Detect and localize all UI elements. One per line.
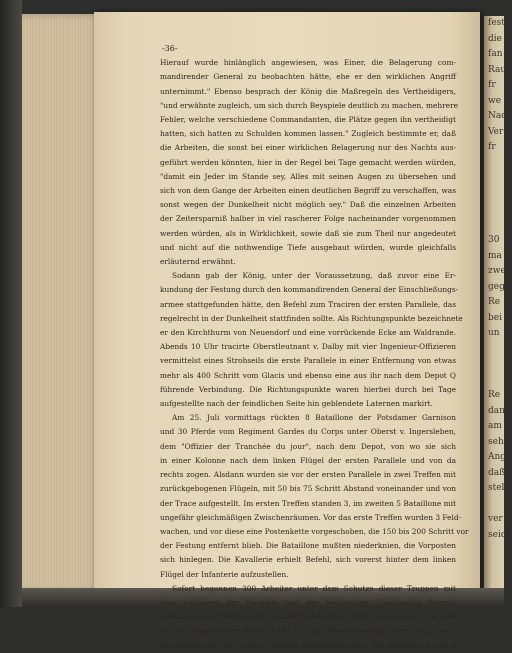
- book-spine: [0, 0, 22, 607]
- text-line: Abends 10 Uhr tracirte Oberstleutnant v. Dalby mit vier Ingenieur-Offizieren: [160, 342, 456, 352]
- text-line: führende Verbindung. Die Richtungspunkte waren hierbei durch bei Tage: [160, 384, 456, 394]
- text-line: ungefähr gleichmäßigen Zwischenräumen. Vor das erste Treffen wurden 3 Feld-: [160, 512, 462, 522]
- facing-page-fragment: [484, 202, 504, 218]
- text-line: Flügel der Infanterie aufzustellen.: [160, 569, 289, 579]
- text-line: die Arbeiten, die sonst bei einer wirklichen Belagerung nur des Nachts aus-: [160, 143, 456, 153]
- facing-page-fragment: [484, 171, 504, 187]
- text-line: und 30 Pferde vom Regiment Gardes du Corps unter Oberst v. Ingersleben,: [160, 427, 456, 437]
- text-line: wachen, und vor diese eine Postenkette vorgeschoben, die 150 bis 200 Schritt vor: [160, 526, 469, 536]
- text-line: bei Bestimmung der ersten Parallele festgesetzt hatte. Die Batterien A und B: [160, 640, 456, 650]
- text-line: sonst wegen der Dunkelheit nicht möglich sey." Daß die einzelnen Arbeiten: [160, 200, 456, 210]
- facing-page-fragment: fr: [488, 80, 496, 90]
- page-body-text: [160, 42, 469, 653]
- text-line: in einer Kolonne nach dem linken Flügel der ersten Parallele und von da: [160, 455, 456, 465]
- facing-page-fragment: [484, 357, 504, 373]
- facing-page-fragment: seid: [488, 529, 507, 540]
- facing-page-fragment: un: [488, 328, 500, 338]
- facing-page-fragment: Nach: [488, 111, 512, 121]
- facing-page-fragment: [484, 373, 504, 389]
- facing-page-fragment: Re: [488, 390, 501, 400]
- text-line: mehr als 400 Schritt vom Glacis und ebenso eine aus ihr nach dem Depot Q: [160, 370, 456, 380]
- facing-page-fragment: 30: [488, 235, 500, 245]
- text-line: aufgestellte nach der feindlichen Seite hin geblendete Laternen markirt.: [160, 399, 433, 409]
- text-line: Sodann gab der König, unter der Voraussetzung, daß zuvor eine Er-: [172, 271, 456, 281]
- facing-page-fragment: [484, 342, 504, 358]
- facing-page-fragment: Rau: [488, 64, 507, 75]
- text-line: regelrecht in der Dunkelheit stattfinden sollte. Als Richtungspunkte bezeichnete: [160, 313, 463, 323]
- facing-page-fragment: Ang: [488, 452, 507, 462]
- facing-page-fragment: fan: [488, 49, 503, 59]
- text-line: der Festung entfernt blieb. Die Bataillone mußten niederknien, die Vorposten: [160, 541, 456, 551]
- text-line: unternimmt." Ebenso besprach der König die Maßregeln des Vertheidigers,: [160, 86, 456, 96]
- facing-page-fragment: Ver: [488, 126, 504, 137]
- facing-page-fragment: am: [488, 421, 502, 431]
- text-line: erläuternd erwähnt.: [160, 257, 236, 267]
- text-line: zurückgebogenen Flügeln, mit 50 bis 75 Schritt Abstand voneinander und von: [160, 484, 456, 494]
- facing-page-fragment: fr: [488, 142, 496, 152]
- text-line: dem Ausheben der Parallele und der Verbindung. Gleichzeitig hiermit: [160, 597, 456, 607]
- text-line: "und erwähnte zugleich, um sich durch Beyspiele deutlich zu machen, mehrere: [160, 100, 458, 110]
- facing-page-edge: [484, 16, 512, 590]
- text-line: kundung der Festung durch den kommandirenden General der Einschließungs-: [160, 285, 459, 295]
- text-line: dem "Offizier der Tranchée du jour", nach dem Depot, von wo sie sich: [160, 441, 456, 451]
- facing-page-fragment: seh: [488, 436, 504, 447]
- text-line: "damit ein Jeder im Stande sey, Alles mit seinen Augen zu übersehen und: [160, 171, 456, 181]
- facing-page-fragment: we: [488, 95, 502, 106]
- text-line: vermittelst eines Strohseils die erste Parallele in einer Entfernung von etwas: [160, 356, 456, 366]
- facing-page-fragment: ver: [488, 514, 503, 524]
- text-line: sich hinlegen. Die Kavallerie erhielt Befehl, sich vorerst hinter dem linken: [160, 555, 456, 565]
- facing-page-fragment: geg: [488, 281, 505, 292]
- text-line: der Trace aufgestellt. Im ersten Treffen standen 3, im zweiten 5 Bataillone mit: [160, 498, 456, 508]
- text-line: und nicht auf die nothwendige Tiefe ausgebaut würden, wurde gleichfalls: [160, 242, 456, 252]
- facing-page-fragment: [484, 156, 504, 172]
- facing-page-fragment: zwe: [488, 266, 506, 276]
- text-line: hatten, sich hatten zu Schulden kommen lassen." Zugleich bestimmte er, daß: [160, 129, 456, 139]
- facing-page-fragment: die: [488, 33, 502, 44]
- facing-page-fragment: daß: [488, 467, 506, 478]
- facing-page-fragment: stel: [488, 483, 505, 493]
- facing-page-fragment: [484, 218, 504, 234]
- facing-page-fragment: festi: [488, 18, 508, 28]
- text-line: Am 25. Juli vormittags rückten 8 Bataillone der Potsdamer Garnison: [172, 413, 456, 423]
- text-line: Hierauf wurde hinlänglich angewiesen, was Einer, die Belagerung com-: [160, 58, 456, 68]
- facing-page-fragment: [484, 187, 504, 203]
- text-line: Fehler, welche verschiedene Commandanten, die Plätze gegen ihn vertheidigt: [160, 115, 456, 125]
- page-number: -36-: [162, 44, 178, 53]
- text-line: er den Kirchthurm von Neuendorf und eine vorrückende Ecke am Waldrande.: [160, 328, 456, 338]
- text-line: Sofort begannen 300 Arbeiter unter dem Schutze dieser Truppen mit: [172, 583, 456, 593]
- text-line: auf der Kapitale des Ravelins bei C-D der König ebenfalls schon tags zuvor: [160, 626, 456, 636]
- facing-page-fragment: Re: [488, 297, 501, 307]
- text-line: mandirender General zu beobachten hätte, ehe er den wirklichen Angriff: [160, 72, 456, 82]
- facing-page-fragment: [484, 497, 504, 513]
- text-line: werden würden, als in Wirklichkeit, sowie daß sie zum Theil nur angedeutet: [160, 228, 456, 238]
- text-line: armee stattgefunden hätte, den Befehl zum Traciren der ersten Parallele, das: [160, 299, 456, 309]
- text-line: erbaute die Artillerie drei Demontir-Batterien, deren Lage bei A, B und: [160, 612, 456, 622]
- text-line: sich von dem Gange der Arbeiten einen deutlichen Begriff zu verschaffen, was: [160, 186, 456, 196]
- text-line: rechts zogen. Alsdann wurden sie vor der ersten Parallele in zwei Treffen mit: [160, 470, 456, 480]
- facing-page-fragment: bei: [488, 312, 502, 323]
- text-line: der Zeitersparniß halber in viel rascherer Folge nacheinander vorgenommen: [160, 214, 456, 224]
- facing-page-fragment: dan: [488, 405, 505, 416]
- text-line: geführt werden könnten, hier in der Regel bei Tage gemacht werden würden,: [160, 157, 456, 167]
- facing-page-fragment: ma: [488, 250, 502, 261]
